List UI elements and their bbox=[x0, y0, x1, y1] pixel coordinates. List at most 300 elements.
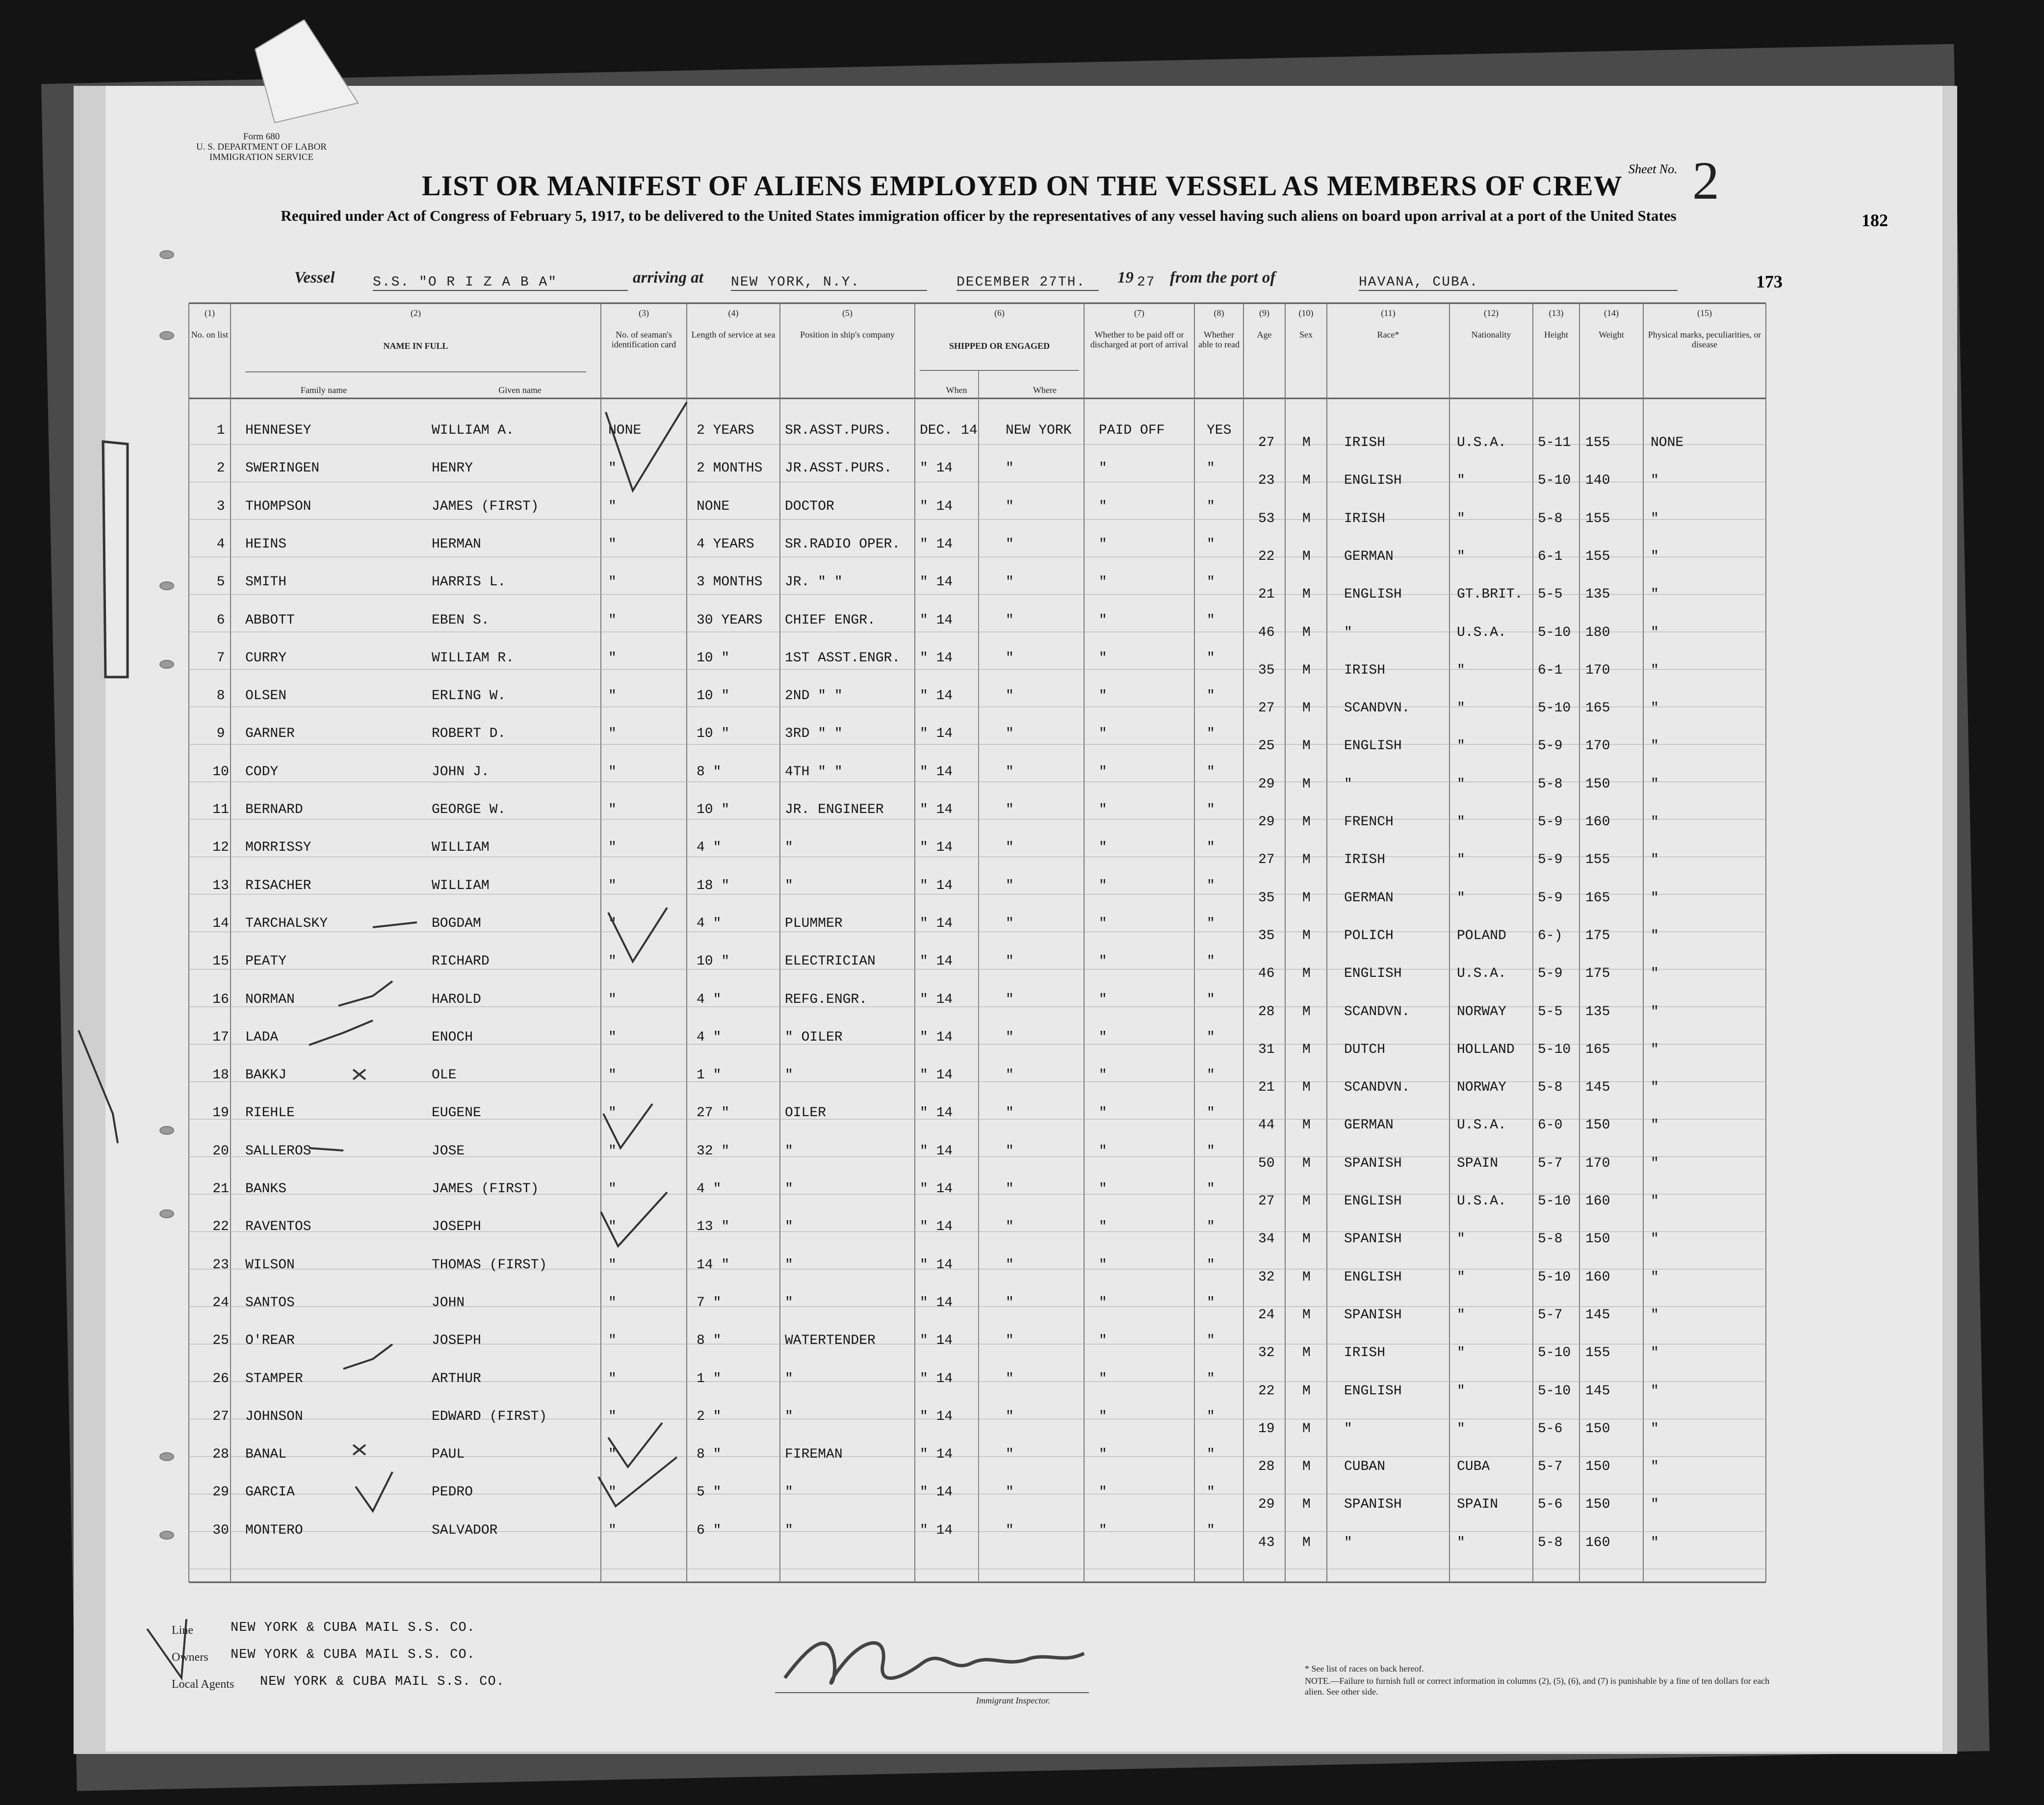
cell-height: 5-8 bbox=[1538, 511, 1563, 526]
cell-where: " bbox=[1006, 1333, 1014, 1349]
cell-nat: " bbox=[1457, 890, 1465, 906]
cell-marks: " bbox=[1651, 852, 1659, 868]
cell-weight: 150 bbox=[1585, 776, 1610, 792]
cell-nat: " bbox=[1457, 473, 1465, 489]
cell-race: CUBAN bbox=[1344, 1459, 1386, 1475]
cell-service: 7 " bbox=[697, 1295, 722, 1310]
races-note: * See list of races on back hereof. bbox=[1305, 1664, 1424, 1674]
cell-marks: " bbox=[1651, 890, 1659, 906]
cell-no: 29 bbox=[212, 1485, 229, 1500]
cell-weight: 160 bbox=[1585, 814, 1610, 830]
cell-position: JR. " " bbox=[785, 575, 843, 590]
cell-sex: M bbox=[1302, 587, 1311, 602]
cell-position: JR.ASST.PURS. bbox=[785, 461, 892, 476]
cell-nat: NORWAY bbox=[1457, 1004, 1506, 1020]
cell-when: " 14 bbox=[920, 1143, 953, 1159]
cell-family: BAKKJ bbox=[245, 1068, 287, 1083]
cell-position: " OILER bbox=[785, 1029, 843, 1045]
cell-marks: " bbox=[1651, 1231, 1659, 1247]
cell-height: 5-10 bbox=[1538, 1383, 1571, 1399]
cell-nat: " bbox=[1457, 701, 1465, 716]
cell-family: SMITH bbox=[245, 575, 287, 590]
cell-family: SWERINGEN bbox=[245, 461, 320, 476]
cell-race: IRISH bbox=[1344, 662, 1386, 678]
cell-age: 25 bbox=[1258, 738, 1275, 754]
cell-height: 5-10 bbox=[1538, 1042, 1571, 1057]
cell-weight: 150 bbox=[1585, 1231, 1610, 1247]
cell-when: " 14 bbox=[920, 764, 953, 780]
cell-race: SCANDVN. bbox=[1344, 701, 1410, 716]
arriving-port: NEW YORK, N.Y. bbox=[731, 275, 927, 291]
cell-race: ENGLISH bbox=[1344, 587, 1402, 602]
cell-family: GARCIA bbox=[245, 1485, 295, 1500]
cell-paid: PAID OFF bbox=[1099, 423, 1165, 438]
cell-no: 27 bbox=[212, 1409, 229, 1424]
cell-card: " bbox=[608, 1485, 617, 1500]
cell-nat: U.S.A. bbox=[1457, 1118, 1506, 1133]
cell-sex: M bbox=[1302, 1194, 1311, 1209]
cell-given: HERMAN bbox=[432, 536, 481, 552]
cell-card: " bbox=[608, 1295, 617, 1310]
cell-height: 5-5 bbox=[1538, 587, 1563, 602]
cell-service: 10 " bbox=[697, 954, 730, 969]
department-text: U. S. DEPARTMENT OF LABOR bbox=[196, 142, 327, 152]
cell-card: " bbox=[608, 1257, 617, 1273]
cell-given: JOHN bbox=[432, 1295, 465, 1310]
cell-service: 14 " bbox=[697, 1257, 730, 1273]
cell-read: " bbox=[1207, 536, 1215, 552]
cell-height: 5-6 bbox=[1538, 1421, 1563, 1437]
cell-sex: M bbox=[1302, 1269, 1311, 1285]
cell-given: WILLIAM A. bbox=[432, 423, 515, 438]
cell-position: OILER bbox=[785, 1105, 827, 1121]
cell-where: " bbox=[1006, 954, 1014, 969]
cell-weight: 160 bbox=[1585, 1194, 1610, 1209]
column-number: (2) bbox=[411, 308, 421, 318]
cell-position: REFG.ENGR. bbox=[785, 992, 868, 1007]
cell-paid: " bbox=[1099, 916, 1107, 931]
cell-given: HENRY bbox=[432, 461, 473, 476]
cell-race: ENGLISH bbox=[1344, 966, 1402, 982]
cell-card: " bbox=[608, 688, 617, 704]
cell-service: 4 " bbox=[697, 840, 722, 856]
cell-card: " bbox=[608, 536, 617, 552]
cell-no: 1 bbox=[216, 423, 225, 438]
cell-given: ERLING W. bbox=[432, 688, 506, 704]
cell-age: 21 bbox=[1258, 1080, 1275, 1096]
cell-card: " bbox=[608, 1371, 617, 1386]
cell-family: RISACHER bbox=[245, 878, 311, 893]
cell-read: " bbox=[1207, 802, 1215, 817]
cell-no: 30 bbox=[212, 1522, 229, 1538]
cell-weight: 155 bbox=[1585, 1345, 1610, 1361]
cell-nat: NORWAY bbox=[1457, 1080, 1506, 1096]
cell-card: " bbox=[608, 1143, 617, 1159]
cell-race: IRISH bbox=[1344, 1345, 1386, 1361]
line-label: Line bbox=[172, 1624, 193, 1637]
cell-sex: M bbox=[1302, 435, 1311, 450]
cell-read: " bbox=[1207, 1029, 1215, 1045]
cell-where: " bbox=[1006, 1068, 1014, 1083]
cell-height: 5-10 bbox=[1538, 1194, 1571, 1209]
cell-position: " bbox=[785, 1522, 793, 1538]
cell-age: 21 bbox=[1258, 587, 1275, 602]
cell-height: 5-11 bbox=[1538, 435, 1571, 450]
cell-height: 5-10 bbox=[1538, 473, 1571, 489]
cell-paid: " bbox=[1099, 726, 1107, 742]
cell-nat: " bbox=[1457, 662, 1465, 678]
service-text: IMMIGRATION SERVICE bbox=[209, 152, 314, 162]
cell-position: " bbox=[785, 1371, 793, 1386]
cell-weight: 135 bbox=[1585, 1004, 1610, 1020]
cell-no: 26 bbox=[212, 1371, 229, 1386]
cell-where: " bbox=[1006, 726, 1014, 742]
page-number: 182 bbox=[1862, 210, 1888, 230]
cell-paid: " bbox=[1099, 1295, 1107, 1310]
cell-family: GARNER bbox=[245, 726, 295, 742]
cell-read: " bbox=[1207, 1143, 1215, 1159]
cell-read: " bbox=[1207, 1371, 1215, 1386]
cell-where: " bbox=[1006, 1371, 1014, 1386]
cell-marks: " bbox=[1651, 587, 1659, 602]
cell-sex: M bbox=[1302, 625, 1311, 640]
cell-height: 5-5 bbox=[1538, 1004, 1563, 1020]
cell-given: WILLIAM bbox=[432, 878, 490, 893]
cell-family: OLSEN bbox=[245, 688, 287, 704]
cell-where: " bbox=[1006, 1447, 1014, 1463]
cell-marks: " bbox=[1651, 1269, 1659, 1285]
cell-read: " bbox=[1207, 1219, 1215, 1235]
cell-when: " 14 bbox=[920, 1371, 953, 1386]
cell-sex: M bbox=[1302, 1042, 1311, 1057]
cell-when: " 14 bbox=[920, 802, 953, 817]
cell-nat: " bbox=[1457, 776, 1465, 792]
cell-service: 1 " bbox=[697, 1371, 722, 1386]
cell-service: 10 " bbox=[697, 726, 730, 742]
cell-when: " 14 bbox=[920, 1522, 953, 1538]
cell-age: 32 bbox=[1258, 1345, 1275, 1361]
cell-read: " bbox=[1207, 840, 1215, 856]
cell-age: 27 bbox=[1258, 852, 1275, 868]
cell-sex: M bbox=[1302, 928, 1311, 943]
cell-sex: M bbox=[1302, 511, 1311, 526]
arrival-year: 27 bbox=[1137, 275, 1156, 290]
cell-read: " bbox=[1207, 1409, 1215, 1424]
cell-given: OLE bbox=[432, 1068, 457, 1083]
cell-family: CURRY bbox=[245, 650, 287, 666]
cell-age: 44 bbox=[1258, 1118, 1275, 1133]
cell-race: SCANDVN. bbox=[1344, 1004, 1410, 1020]
cell-service: 6 " bbox=[697, 1522, 722, 1538]
cell-position: " bbox=[785, 1143, 793, 1159]
cell-where: " bbox=[1006, 764, 1014, 780]
cell-read: " bbox=[1207, 1447, 1215, 1463]
cell-age: 50 bbox=[1258, 1155, 1275, 1171]
cell-paid: " bbox=[1099, 954, 1107, 969]
cell-where: " bbox=[1006, 575, 1014, 590]
cell-read: " bbox=[1207, 726, 1215, 742]
cell-height: 5-8 bbox=[1538, 1080, 1563, 1096]
cell-paid: " bbox=[1099, 1333, 1107, 1349]
cell-height: 5-7 bbox=[1538, 1155, 1563, 1171]
cell-when: " 14 bbox=[920, 650, 953, 666]
cell-given: ENOCH bbox=[432, 1029, 473, 1045]
cell-service: 32 " bbox=[697, 1143, 730, 1159]
cell-weight: 180 bbox=[1585, 625, 1610, 640]
cell-paid: " bbox=[1099, 575, 1107, 590]
cell-marks: " bbox=[1651, 662, 1659, 678]
cell-nat: " bbox=[1457, 1535, 1465, 1550]
cell-weight: 170 bbox=[1585, 662, 1610, 678]
cell-nat: " bbox=[1457, 1383, 1465, 1399]
cell-service: 8 " bbox=[697, 1333, 722, 1349]
cell-position: WATERTENDER bbox=[785, 1333, 876, 1349]
cell-nat: U.S.A. bbox=[1457, 435, 1506, 450]
cell-given: HAROLD bbox=[432, 992, 481, 1007]
cell-marks: " bbox=[1651, 1080, 1659, 1096]
cell-family: MORRISSY bbox=[245, 840, 311, 856]
cell-position: SR.RADIO OPER. bbox=[785, 536, 901, 552]
cell-race: IRISH bbox=[1344, 852, 1386, 868]
subheader-given: Given name bbox=[498, 385, 542, 395]
cell-position: 3RD " " bbox=[785, 726, 843, 742]
cell-family: HEINS bbox=[245, 536, 287, 552]
cell-marks: " bbox=[1651, 1535, 1659, 1550]
cell-race: IRISH bbox=[1344, 435, 1386, 450]
cell-family: CODY bbox=[245, 764, 279, 780]
page-subtitle: Required under Act of Congress of February 5, 1917, to be delivered to the United States immigration officer by the representatives of any vessel having such aliens on board upon arrival at a port of the United States bbox=[281, 207, 1677, 224]
cell-where: NEW YORK bbox=[1006, 423, 1072, 438]
cell-paid: " bbox=[1099, 992, 1107, 1007]
cell-read: " bbox=[1207, 461, 1215, 476]
cell-service: 1 " bbox=[697, 1068, 722, 1083]
cell-race: FRENCH bbox=[1344, 814, 1394, 830]
cell-race: DUTCH bbox=[1344, 1042, 1386, 1057]
cell-given: HARRIS L. bbox=[432, 575, 506, 590]
cell-family: WILSON bbox=[245, 1257, 295, 1273]
column-number: (10) bbox=[1298, 308, 1314, 318]
cell-weight: 165 bbox=[1585, 701, 1610, 716]
cell-marks: " bbox=[1651, 625, 1659, 640]
column-number: (7) bbox=[1134, 308, 1144, 318]
cell-card: " bbox=[608, 992, 617, 1007]
cell-paid: " bbox=[1099, 840, 1107, 856]
cell-read: " bbox=[1207, 992, 1215, 1007]
cell-age: 27 bbox=[1258, 701, 1275, 716]
agents-value: NEW YORK & CUBA MAIL S.S. CO. bbox=[260, 1674, 505, 1689]
cell-age: 19 bbox=[1258, 1421, 1275, 1437]
cell-no: 21 bbox=[212, 1181, 229, 1197]
cell-race: " bbox=[1344, 1421, 1352, 1437]
cell-sex: M bbox=[1302, 852, 1311, 868]
cell-sex: M bbox=[1302, 701, 1311, 716]
cell-family: RAVENTOS bbox=[245, 1219, 311, 1235]
cell-sex: M bbox=[1302, 473, 1311, 489]
cell-no: 25 bbox=[212, 1333, 229, 1349]
cell-weight: 155 bbox=[1585, 435, 1610, 450]
cell-race: ENGLISH bbox=[1344, 738, 1402, 754]
cell-age: 27 bbox=[1258, 1194, 1275, 1209]
cell-service: 4 " bbox=[697, 992, 722, 1007]
cell-no: 14 bbox=[212, 916, 229, 931]
cell-no: 7 bbox=[216, 650, 225, 666]
column-header: NAME IN FULL bbox=[383, 341, 448, 351]
cell-card: " bbox=[608, 1029, 617, 1045]
cell-height: 5-9 bbox=[1538, 814, 1563, 830]
cell-given: JAMES (FIRST) bbox=[432, 1181, 539, 1197]
cell-where: " bbox=[1006, 1295, 1014, 1310]
cell-service: 13 " bbox=[697, 1219, 730, 1235]
cell-height: 5-10 bbox=[1538, 701, 1571, 716]
cell-paid: " bbox=[1099, 764, 1107, 780]
cell-when: " 14 bbox=[920, 461, 953, 476]
cell-nat: " bbox=[1457, 814, 1465, 830]
cell-no: 4 bbox=[216, 536, 225, 552]
cell-height: 5-7 bbox=[1538, 1459, 1563, 1475]
cell-no: 11 bbox=[212, 802, 229, 817]
column-number: (12) bbox=[1484, 308, 1499, 318]
cell-service: 8 " bbox=[697, 1447, 722, 1463]
cell-nat: " bbox=[1457, 852, 1465, 868]
cell-given: GEORGE W. bbox=[432, 802, 506, 817]
cell-position: " bbox=[785, 1068, 793, 1083]
cell-weight: 170 bbox=[1585, 1155, 1610, 1171]
cell-given: SALVADOR bbox=[432, 1522, 498, 1538]
cell-weight: 140 bbox=[1585, 473, 1610, 489]
cell-given: THOMAS (FIRST) bbox=[432, 1257, 547, 1273]
cell-where: " bbox=[1006, 1219, 1014, 1235]
cell-family: MONTERO bbox=[245, 1522, 303, 1538]
cell-where: " bbox=[1006, 840, 1014, 856]
cell-service: 2 YEARS bbox=[697, 423, 754, 438]
cell-age: 24 bbox=[1258, 1307, 1275, 1323]
cell-height: 5-9 bbox=[1538, 890, 1563, 906]
cell-marks: " bbox=[1651, 1421, 1659, 1437]
column-header: No. on list bbox=[191, 330, 229, 340]
cell-service: 10 " bbox=[697, 802, 730, 817]
cell-paid: " bbox=[1099, 536, 1107, 552]
cell-card: " bbox=[608, 840, 617, 856]
column-number: (3) bbox=[639, 308, 649, 318]
cell-weight: 175 bbox=[1585, 966, 1610, 982]
cell-sex: M bbox=[1302, 1459, 1311, 1475]
cell-sex: M bbox=[1302, 814, 1311, 830]
cell-marks: " bbox=[1651, 776, 1659, 792]
cell-read: " bbox=[1207, 498, 1215, 514]
cell-when: " 14 bbox=[920, 575, 953, 590]
cell-service: NONE bbox=[697, 498, 730, 514]
cell-age: 32 bbox=[1258, 1269, 1275, 1285]
column-number: (11) bbox=[1381, 308, 1396, 318]
cell-race: ENGLISH bbox=[1344, 473, 1402, 489]
page-title: LIST OR MANIFEST OF ALIENS EMPLOYED ON THE VESSEL AS MEMBERS OF CREW bbox=[422, 170, 1623, 202]
cell-no: 24 bbox=[212, 1295, 229, 1310]
cell-family: PEATY bbox=[245, 954, 287, 969]
cell-no: 6 bbox=[216, 612, 225, 628]
cell-nat: " bbox=[1457, 738, 1465, 754]
cell-read: " bbox=[1207, 916, 1215, 931]
cell-when: " 14 bbox=[920, 1257, 953, 1273]
cell-paid: " bbox=[1099, 498, 1107, 514]
cell-family: BERNARD bbox=[245, 802, 303, 817]
year-prefix: 19 bbox=[1117, 269, 1134, 287]
cell-age: 27 bbox=[1258, 435, 1275, 450]
cell-paid: " bbox=[1099, 802, 1107, 817]
cell-sex: M bbox=[1302, 1535, 1311, 1550]
cell-service: 4 " bbox=[697, 916, 722, 931]
cell-when: " 14 bbox=[920, 916, 953, 931]
cell-no: 19 bbox=[212, 1105, 229, 1121]
cell-given: JOSE bbox=[432, 1143, 465, 1159]
cell-read: YES bbox=[1207, 423, 1232, 438]
cell-sex: M bbox=[1302, 1080, 1311, 1096]
cell-weight: 160 bbox=[1585, 1269, 1610, 1285]
cell-paid: " bbox=[1099, 1219, 1107, 1235]
cell-service: 4 YEARS bbox=[697, 536, 754, 552]
cell-weight: 150 bbox=[1585, 1118, 1610, 1133]
cell-nat: " bbox=[1457, 511, 1465, 526]
cell-weight: 155 bbox=[1585, 511, 1610, 526]
cell-position: 1ST ASST.ENGR. bbox=[785, 650, 901, 666]
column-header: Whether able to read bbox=[1198, 330, 1240, 349]
cell-paid: " bbox=[1099, 688, 1107, 704]
cell-given: JOSEPH bbox=[432, 1333, 481, 1349]
cell-when: DEC. 14 bbox=[920, 423, 978, 438]
cell-sex: M bbox=[1302, 1383, 1311, 1399]
cell-weight: 175 bbox=[1585, 928, 1610, 943]
cell-age: 22 bbox=[1258, 1383, 1275, 1399]
cell-card: " bbox=[608, 878, 617, 893]
cell-where: " bbox=[1006, 1105, 1014, 1121]
cell-service: 8 " bbox=[697, 764, 722, 780]
cell-nat: " bbox=[1457, 549, 1465, 564]
cell-where: " bbox=[1006, 916, 1014, 931]
cell-age: 35 bbox=[1258, 890, 1275, 906]
cell-paid: " bbox=[1099, 1257, 1107, 1273]
cell-read: " bbox=[1207, 1105, 1215, 1121]
cell-where: " bbox=[1006, 612, 1014, 628]
column-header: Whether to be paid off or discharged at port of arrival bbox=[1090, 330, 1189, 349]
cell-height: 5-6 bbox=[1538, 1497, 1563, 1513]
cell-marks: " bbox=[1651, 1155, 1659, 1171]
cell-given: EUGENE bbox=[432, 1105, 481, 1121]
cell-marks: " bbox=[1651, 928, 1659, 943]
cell-family: TARCHALSKY bbox=[245, 916, 328, 931]
cell-paid: " bbox=[1099, 612, 1107, 628]
cell-given: JAMES (FIRST) bbox=[432, 498, 539, 514]
cell-position: CHIEF ENGR. bbox=[785, 612, 876, 628]
cell-marks: " bbox=[1651, 473, 1659, 489]
cell-position: JR. ENGINEER bbox=[785, 802, 884, 817]
column-header: Physical marks, peculiarities, or disease bbox=[1648, 330, 1761, 349]
column-number: (8) bbox=[1214, 308, 1224, 318]
arriving-label: arriving at bbox=[633, 269, 703, 287]
cell-height: 5-9 bbox=[1538, 738, 1563, 754]
column-header: Sex bbox=[1299, 330, 1313, 340]
cell-sex: M bbox=[1302, 1307, 1311, 1323]
cell-sex: M bbox=[1302, 1231, 1311, 1247]
cell-nat: U.S.A. bbox=[1457, 966, 1506, 982]
arrival-date: DECEMBER 27TH. bbox=[957, 275, 1099, 291]
cell-weight: 160 bbox=[1585, 1535, 1610, 1550]
cell-given: JOHN J. bbox=[432, 764, 490, 780]
cell-when: " 14 bbox=[920, 1068, 953, 1083]
cell-no: 20 bbox=[212, 1143, 229, 1159]
cell-family: RIEHLE bbox=[245, 1105, 295, 1121]
cell-sex: M bbox=[1302, 1118, 1311, 1133]
cell-read: " bbox=[1207, 1257, 1215, 1273]
cell-age: 31 bbox=[1258, 1042, 1275, 1057]
